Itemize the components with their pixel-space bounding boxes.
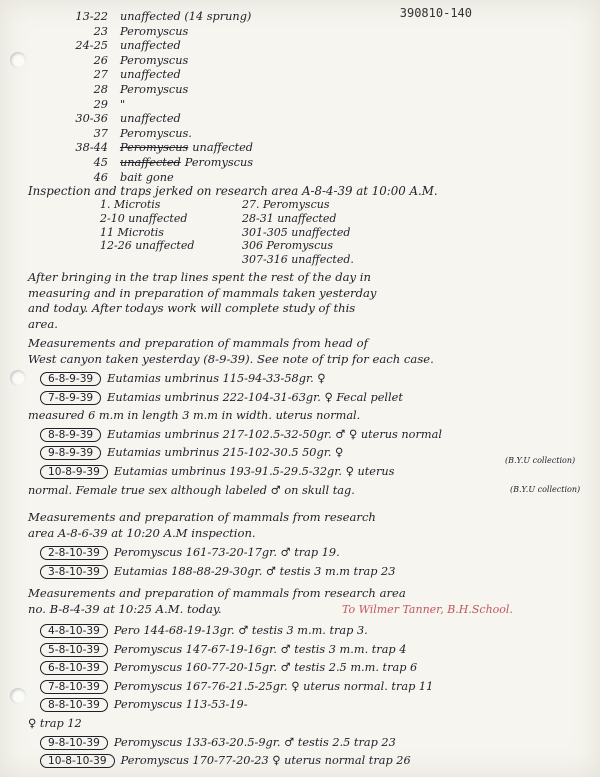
specimen-tag: 3-8-10-39 <box>40 565 108 579</box>
trap-result: unaffected <box>120 112 181 126</box>
specimen-text: normal. Female true sex although labeled ♂ on skull tag. <box>28 483 355 497</box>
specimen-entry <box>40 624 582 643</box>
specimen-tag: 4-8-10-39 <box>40 624 108 638</box>
specimen-entry <box>28 717 582 736</box>
document-id: 390810-140 <box>399 6 472 20</box>
trap-list-row <box>72 68 580 83</box>
specimen-tag: 2-8-10-39 <box>40 546 108 560</box>
punch-hole <box>10 688 26 704</box>
trap-list-row <box>72 83 580 98</box>
paragraph-line: Measurements and preparation of mammals from research area <box>28 586 406 600</box>
trap-number: 26 <box>93 53 108 67</box>
trap-list-row <box>72 171 580 186</box>
trap-result: Peromyscus <box>120 82 189 96</box>
specimen-text: Peromyscus 161-73-20-17gr. ♂ trap 19. <box>113 546 340 559</box>
specimen-tag: 9-8-9-39 <box>40 446 101 460</box>
trap-grid-cell: 1. Microtis <box>100 198 161 211</box>
trap-result: bait gone <box>120 170 174 184</box>
trap-grid-row <box>100 226 420 240</box>
trap-list-row <box>72 112 580 127</box>
paragraph-west-canyon <box>28 336 434 367</box>
inspection-line: Inspection and traps jerked on research area A-8-4-39 at 10:00 A.M. <box>28 184 438 198</box>
specimen-tag: 6-8-10-39 <box>40 661 108 675</box>
trap-result: unaffected (14 sprung) <box>120 10 252 23</box>
struck-text: unaffected <box>120 155 181 169</box>
paragraph-line: area. <box>28 316 58 331</box>
trap-grid-cell: 12-26 unaffected <box>100 239 195 253</box>
trap-number: 28 <box>93 82 108 96</box>
trap-list-row <box>72 39 580 54</box>
paragraph-line: measuring and in preparation of mammals taken yesterday <box>28 285 377 300</box>
trap-number: 27 <box>93 68 108 82</box>
trap-number: 29 <box>93 97 108 111</box>
specimen-list-area-b <box>28 624 582 773</box>
trap-number: 45 <box>93 155 108 169</box>
trap-grid-cell: 301-305 unaffected <box>242 225 351 239</box>
trap-grid-row <box>100 198 420 212</box>
trap-list-row <box>72 156 580 171</box>
red-ink-note: To Wilmer Tanner, B.H.School. <box>342 603 513 616</box>
trap-number: 46 <box>93 170 108 184</box>
paragraph-research-area-a <box>28 510 376 541</box>
specimen-text: Peromyscus 167-76-21.5-25gr. ♀ uterus normal. trap 11 <box>113 679 434 693</box>
specimen-text: Peromyscus 113-53-19- <box>113 698 248 712</box>
specimen-tag: 7-8-10-39 <box>40 680 108 694</box>
trap-result: Peromyscus <box>120 24 189 38</box>
trap-grid <box>100 198 420 267</box>
trap-list <box>72 10 580 185</box>
trap-result: unaffected <box>120 39 181 53</box>
specimen-entry <box>40 465 582 484</box>
specimen-text: Peromyscus 147-67-19-16gr. ♂ testis 3 m.m. trap 4 <box>113 642 407 656</box>
trap-result: " <box>120 97 126 111</box>
trap-number: 37 <box>93 126 108 140</box>
specimen-entry <box>28 484 582 503</box>
specimen-text: measured 6 m.m in length 3 m.m in width. uterus normal. <box>28 409 361 423</box>
specimen-text: Eutamias umbrinus 193-91.5-29.5-32gr. ♀ uterus <box>113 464 395 478</box>
trap-list-row <box>72 141 580 156</box>
trap-grid-cell: 28-31 unaffected <box>242 211 337 225</box>
trap-grid-cell <box>100 253 242 267</box>
paragraph-line: and today. After todays work will complete study of this <box>28 301 356 315</box>
specimen-entry <box>40 372 582 391</box>
specimen-entry <box>40 546 582 565</box>
trap-list-row <box>72 25 580 40</box>
trap-result: Peromyscus. <box>120 126 192 140</box>
specimen-tag: 8-8-10-39 <box>40 698 108 712</box>
specimen-list-west-canyon <box>28 372 582 502</box>
specimen-tag: 10-8-10-39 <box>40 754 115 768</box>
trap-grid-cell: 306 Peromyscus <box>242 239 333 253</box>
byu-collection-note: (B.Y.U collection) <box>505 456 576 465</box>
punch-hole <box>10 52 26 68</box>
trap-list-row <box>72 54 580 69</box>
byu-collection-note: (B.Y.U collection) <box>510 485 581 494</box>
specimen-tag: 7-8-9-39 <box>40 391 101 405</box>
specimen-text: Eutamias umbrinus 222-104-31-63gr. ♀ Fecal pellet <box>107 390 403 404</box>
specimen-entry <box>40 428 582 447</box>
specimen-entry <box>40 391 582 410</box>
specimen-tag: 10-8-9-39 <box>40 465 108 479</box>
specimen-entry <box>40 754 582 773</box>
paragraph-line: West canyon taken yesterday (8-9-39). See note of trip for each case. <box>28 351 434 366</box>
specimen-text: Peromyscus 133-63-20.5-9gr. ♂ testis 2.5 trap 23 <box>113 735 396 749</box>
trap-number: 23 <box>93 24 108 38</box>
trap-grid-row <box>100 239 420 253</box>
struck-text: Peromyscus <box>120 141 189 155</box>
specimen-text: Eutamias 188-88-29-30gr. ♂ testis 3 m.m trap 23 <box>113 564 396 578</box>
trap-result: Peromyscus <box>120 53 189 67</box>
paragraph-line: Measurements and preparation of mammals from research <box>28 510 376 524</box>
specimen-entry <box>40 565 582 584</box>
specimen-text: Eutamias umbrinus 215-102-30.5 50gr. ♀ <box>107 446 344 460</box>
specimen-text: Peromyscus 170-77-20-23 ♀ uterus normal trap 26 <box>120 754 411 768</box>
specimen-entry <box>40 661 582 680</box>
trap-grid-cell: 307-316 unaffected. <box>242 253 354 267</box>
trap-number: 38-44 <box>75 141 108 155</box>
trap-list-row <box>72 10 580 25</box>
specimen-tag: 6-8-9-39 <box>40 372 101 386</box>
paragraph-trap-lines <box>28 270 377 332</box>
trap-grid-row <box>100 253 420 267</box>
specimen-tag: 5-8-10-39 <box>40 643 108 657</box>
specimen-text: Pero 144-68-19-13gr. ♂ testis 3 m.m. trap 3. <box>113 624 368 637</box>
trap-result: unaffected <box>192 141 254 155</box>
trap-list-row <box>72 127 580 142</box>
specimen-text: Eutamias umbrinus 217-102.5-32-50gr. ♂ ♀ uterus normal <box>107 427 442 441</box>
specimen-entry <box>40 736 582 755</box>
punch-hole <box>10 370 26 386</box>
trap-number: 24-25 <box>75 39 108 53</box>
specimen-entry <box>40 446 582 465</box>
specimen-tag: 8-8-9-39 <box>40 428 101 442</box>
paragraph-line: no. B-8-4-39 at 10:25 A.M. today. <box>28 601 222 616</box>
specimen-text: Eutamias umbrinus 115-94-33-58gr. ♀ <box>107 372 326 385</box>
trap-result: Peromyscus <box>184 155 254 169</box>
paragraph-line: After bringing in the trap lines spent the rest of the day in <box>28 270 371 284</box>
specimen-tag: 9-8-10-39 <box>40 736 108 750</box>
specimen-entry <box>40 680 582 699</box>
trap-result: unaffected <box>120 68 181 82</box>
trap-grid-cell: 11 Microtis <box>100 225 164 239</box>
specimen-text: ♀ trap 12 <box>28 716 82 730</box>
paragraph-line: Measurements and preparation of mammals from head of <box>28 336 368 350</box>
trap-number: 13-22 <box>75 10 108 23</box>
trap-number: 30-36 <box>75 112 108 126</box>
trap-grid-row <box>100 212 420 226</box>
trap-list-row <box>72 98 580 113</box>
specimen-text: Peromyscus 160-77-20-15gr. ♂ testis 2.5 m.m. trap 6 <box>113 661 418 675</box>
specimen-entry <box>40 643 582 662</box>
trap-grid-cell: 2-10 unaffected <box>100 211 188 225</box>
specimen-entry <box>40 698 582 717</box>
trap-grid-cell: 27. Peromyscus <box>242 198 330 211</box>
paragraph-line: area A-8-6-39 at 10:20 A.M inspection. <box>28 525 256 540</box>
specimen-entry <box>28 409 582 428</box>
specimen-list-area-a <box>40 546 582 583</box>
